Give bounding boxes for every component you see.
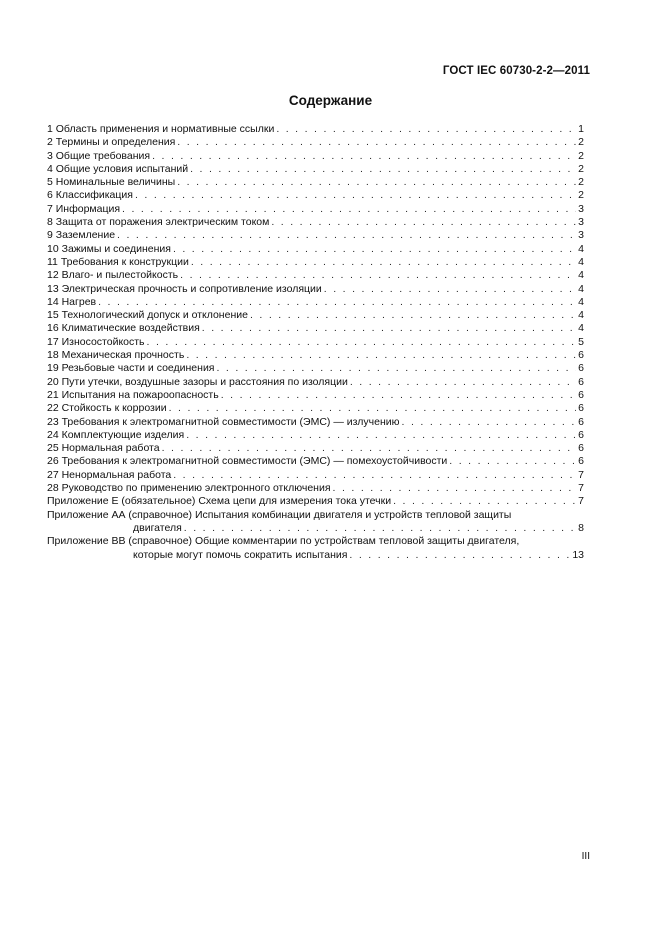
toc-entry[interactable] [47, 322, 584, 335]
toc-entry-label: Приложение Е (обязательное) Схема цепи для измерения тока утечки [47, 495, 392, 508]
toc-entry-page: 13 [572, 548, 584, 561]
toc-entry-page: 7 [578, 482, 584, 495]
toc-entry[interactable] [47, 416, 584, 429]
toc-entry-label: 19 Резьбовые части и соединения [47, 362, 215, 375]
toc-entry-page: 2 [578, 162, 584, 175]
toc-entry-page: 5 [578, 335, 584, 348]
dot-leader [202, 322, 576, 335]
toc-entry-label: 2 Термины и определения [47, 136, 176, 149]
dot-leader [349, 549, 570, 562]
dot-leader [180, 269, 576, 282]
dot-leader [173, 243, 576, 256]
toc-entry-page: 4 [578, 255, 584, 268]
toc-entry-page: 6 [578, 428, 584, 441]
toc-entry-label: Приложение АА (справочное) Испытания комбинации двигателя и устройств тепловой защиты [47, 508, 512, 521]
toc-entry-label: 3 Общие требования [47, 149, 151, 162]
toc-entry-page: 2 [578, 176, 584, 189]
toc-entry-page: 8 [578, 521, 584, 534]
dot-leader [122, 203, 576, 216]
toc-entry-label: 27 Ненормальная работа [47, 468, 172, 481]
toc-entry-label: 8 Защита от поражения электрическим током [47, 216, 270, 229]
toc-entry-label: 18 Механическая прочность [47, 349, 185, 362]
toc-entry-label: 14 Нагрев [47, 295, 97, 308]
dot-leader [191, 256, 576, 269]
toc-entry[interactable] [47, 176, 584, 189]
toc-entry-label: 28 Руководство по применению электронного отключения [47, 482, 331, 495]
toc-entry-page: 4 [578, 295, 584, 308]
toc-entry-annex-aa[interactable] [47, 509, 584, 536]
document-code: ГОСТ IEC 60730-2-2—2011 [442, 65, 590, 77]
toc-entry[interactable] [47, 389, 584, 402]
toc-entry-page: 2 [578, 149, 584, 162]
toc-entry-page: 6 [578, 349, 584, 362]
toc-entry-label: 22 Стойкость к коррозии [47, 402, 167, 415]
dot-leader [190, 163, 576, 176]
toc-entry[interactable] [47, 203, 584, 216]
toc-entry-page: 6 [578, 362, 584, 375]
toc-entry-label: 26 Требования к электромагнитной совместимости (ЭМС) — помехоустойчивости [47, 455, 448, 468]
toc-entry-label: 9 Заземление [47, 229, 116, 242]
toc-entry[interactable] [47, 296, 584, 309]
dot-leader [393, 495, 576, 508]
toc-entry-label: 17 Износостойкость [47, 335, 145, 348]
toc-entry[interactable] [47, 336, 584, 349]
toc-entry[interactable] [47, 309, 584, 322]
toc-entry[interactable] [47, 123, 584, 136]
toc-entry-page: 2 [578, 136, 584, 149]
toc-entry-page: 4 [578, 242, 584, 255]
toc-entry[interactable] [47, 269, 584, 282]
dot-leader [186, 429, 576, 442]
dot-leader [162, 442, 577, 455]
toc-entry-label: Приложение ВВ (справочное) Общие комментарии по устройствам тепловой защиты двигателя, [47, 535, 520, 548]
toc-entry[interactable] [47, 495, 584, 508]
toc-entry[interactable] [47, 455, 584, 468]
dot-leader [350, 376, 576, 389]
dot-leader [177, 176, 576, 189]
toc-entry-page: 2 [578, 189, 584, 202]
toc-entry-label: двигателя [133, 521, 182, 534]
dot-leader [217, 362, 577, 375]
toc-entry[interactable] [47, 150, 584, 163]
toc-entry-label: 4 Общие условия испытаний [47, 162, 189, 175]
toc-entry[interactable] [47, 429, 584, 442]
dot-leader [135, 189, 576, 202]
dot-leader [169, 402, 577, 415]
toc-entry-label: 6 Классификация [47, 189, 133, 202]
dot-leader [324, 283, 576, 296]
toc-entry-label: 25 Нормальная работа [47, 442, 160, 455]
toc-entry-page: 6 [578, 402, 584, 415]
dot-leader [177, 136, 576, 149]
toc-entry-page: 3 [578, 216, 584, 229]
dot-leader [276, 123, 576, 136]
toc-entry[interactable] [47, 482, 584, 495]
dot-leader [147, 336, 577, 349]
toc-entry[interactable] [47, 283, 584, 296]
toc-entry-label: 10 Зажимы и соединения [47, 242, 171, 255]
dot-leader [117, 229, 576, 242]
toc-entry[interactable] [47, 402, 584, 415]
dot-leader [152, 150, 576, 163]
dot-leader [333, 482, 577, 495]
toc-entry[interactable] [47, 469, 584, 482]
toc-entry-page: 4 [578, 322, 584, 335]
toc-entry[interactable] [47, 376, 584, 389]
dot-leader [173, 469, 576, 482]
toc-entry-page: 3 [578, 229, 584, 242]
toc-entry[interactable] [47, 362, 584, 375]
toc-entry[interactable] [47, 243, 584, 256]
toc-entry-label: 23 Требования к электромагнитной совместимости (ЭМС) — излучению [47, 415, 400, 428]
toc-title: Содержание [288, 93, 373, 108]
toc-entry-page: 6 [578, 415, 584, 428]
toc-entry-label: 16 Климатические воздействия [47, 322, 200, 335]
toc-entry-label: которые могут помочь сократить испытания [133, 548, 348, 561]
dot-leader [221, 389, 576, 402]
toc-entry-page: 6 [578, 375, 584, 388]
toc-entry[interactable] [47, 216, 584, 229]
toc-entry[interactable] [47, 256, 584, 269]
toc-entry-page: 4 [578, 269, 584, 282]
toc-entry-page: 7 [578, 468, 584, 481]
toc-entry[interactable] [47, 442, 584, 455]
dot-leader [402, 416, 577, 429]
toc-entry[interactable] [47, 349, 584, 362]
toc-entry[interactable] [47, 136, 584, 149]
dot-leader [98, 296, 576, 309]
dot-leader [186, 349, 576, 362]
toc-entry-label: 15 Технологический допуск и отклонение [47, 309, 248, 322]
toc-entry-page: 4 [578, 282, 584, 295]
toc-entry-page: 6 [578, 442, 584, 455]
toc-entry-page: 1 [578, 123, 584, 135]
toc-entry-label: 12 Влаго- и пылестойкость [47, 269, 179, 282]
toc-entry[interactable] [47, 229, 584, 242]
toc-entry-annex-bb[interactable] [47, 535, 584, 562]
toc-entry-page: 6 [578, 455, 584, 468]
toc-entry-page: 4 [578, 309, 584, 322]
toc-entry-label: 1 Область применения и нормативные ссылки [47, 123, 275, 135]
dot-leader [250, 309, 576, 322]
toc-entry-label: 21 Испытания на пожароопасность [47, 388, 219, 401]
toc-entry-page: 7 [578, 495, 584, 508]
page-number: III [581, 851, 590, 862]
toc-entry-label: 24 Комплектующие изделия [47, 428, 185, 441]
toc-entry-label: 13 Электрическая прочность и сопротивление изоляции [47, 282, 322, 295]
toc-entry-label: 20 Пути утечки, воздушные зазоры и расстояния по изоляции [47, 375, 348, 388]
toc-entry-label: 11 Требования к конструкции [47, 255, 189, 268]
toc-entry-page: 6 [578, 388, 584, 401]
table-of-contents [47, 123, 584, 562]
toc-entry[interactable] [47, 163, 584, 176]
dot-leader [271, 216, 576, 229]
dot-leader [184, 522, 576, 535]
dot-leader [449, 455, 576, 468]
toc-entry-label: 5 Номинальные величины [47, 176, 176, 189]
toc-entry-page: 3 [578, 202, 584, 215]
toc-entry[interactable] [47, 189, 584, 202]
toc-entry-label: 7 Информация [47, 202, 121, 215]
